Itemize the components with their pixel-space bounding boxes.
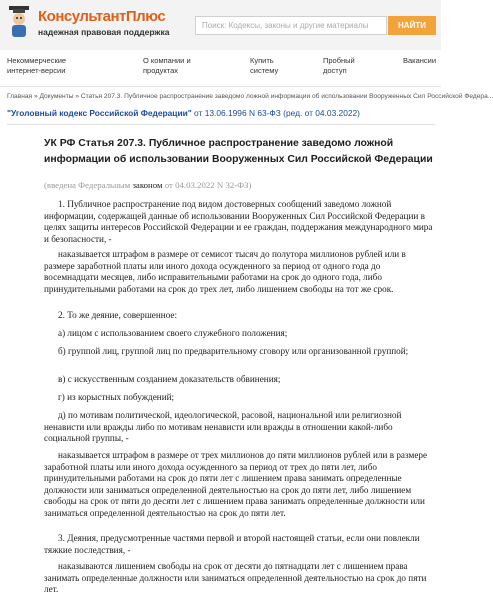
nav-item-internet-versions[interactable]: Некоммерческие интернет-версии (7, 56, 67, 75)
breadcrumb-separator: » (33, 93, 38, 100)
search-input[interactable] (195, 16, 387, 35)
breadcrumb (7, 93, 493, 100)
article-paragraph: 3. Деяния, предусмотренные частями первой и второй настоящей статьи, если они повлекли тяжкие последствия, - (44, 533, 420, 555)
article-paragraph: 2. То же деяние, совершенное: (58, 310, 178, 320)
nav-item-about[interactable]: О компании и продуктах (143, 56, 191, 75)
article-title: УК РФ Статья 207.3. Публичное распространение заведомо ложной информации об использовании Вооруженных Сил Российской Федерации (44, 138, 433, 165)
site-header (0, 0, 441, 50)
article-paragraph: 1. Публичное распространение под видом достоверных сообщений заведомо ложной информации, содержащей данные об использовании Вооруженных Сил Российской Федерации в целях защиты интересов Российской Федерации и ее граждан, поддержания международного мира и безопасности, - (44, 199, 433, 244)
divider (7, 124, 435, 125)
article-paragraph: наказывается штрафом в размере от трех миллионов до пяти миллионов рублей или в размере заработной платы или иного дохода осужденного за период от трех до пяти лет, либо принудительными работами на срок до пяти лет с лишением права занимать определенные должности или заниматься определенной деятельностью на срок до пяти лет, либо лишением свободы на срок от пяти до десяти лет с лишением права занимать определенные должности или заниматься определенной деятельностью на срок до пяти лет. (44, 450, 428, 518)
intro-suffix: от 04.03.2022 N 32-ФЗ) (162, 180, 252, 190)
logo-subtitle: надежная правовая поддержка (38, 27, 170, 37)
intro-law-link[interactable]: законом (132, 180, 163, 190)
article-paragraph: д) по мотивам политической, идеологической, расовой, национальной или религиозной ненависти или вражды либо по мотивам ненависти или вражды в отношении какой-либо социальной группы, - (44, 410, 402, 443)
document-name[interactable]: "Уголовный кодекс Российской Федерации" (7, 108, 192, 118)
intro-prefix: (введена Федеральным (44, 180, 133, 190)
nav-item-buy[interactable]: Купить систему (250, 56, 279, 75)
article-paragraph: наказывается штрафом в размере от семисот тысяч до полутора миллионов рублей или в размере заработной платы или иного дохода осужденного за период от одного года до восемнадцати месяцев, либо исправительными работами на срок до одного года, либо принудительными работами на срок до трех лет, либо лишением свободы на тот же срок. (44, 249, 406, 294)
article-paragraph: в) с искусственным созданием доказательств обвинения; (58, 374, 281, 384)
article-intro (44, 180, 251, 190)
document-details[interactable]: от 13.06.1996 N 63-ФЗ (ред. от 04.03.2022) (191, 108, 360, 118)
logo-title[interactable]: КонсультантПлюс (38, 8, 166, 25)
nav-item-trial[interactable]: Пробный доступ (323, 56, 355, 75)
nav-item-vacancies[interactable]: Вакансии (403, 56, 437, 65)
article-paragraph: наказываются лишением свободы на срок от десяти до пятнадцати лет с лишением права занимать определенные должности или заниматься определенной деятельностью на срок до пяти лет. (44, 561, 427, 594)
breadcrumb-home[interactable]: Главная (7, 93, 33, 100)
logo-mascot-icon[interactable] (6, 5, 32, 39)
main-nav (0, 50, 441, 87)
article-paragraph: б) группой лиц, группой лиц по предварительному сговору или организованной группой; (58, 346, 409, 356)
document-link[interactable] (7, 108, 360, 118)
article-paragraph: а) лицом с использованием своего служебного положения; (58, 328, 288, 338)
search-button[interactable]: НАЙТИ (388, 16, 436, 35)
breadcrumb-documents[interactable]: Документы (39, 93, 74, 100)
article-paragraph: г) из корыстных побуждений; (58, 392, 175, 402)
breadcrumb-current: Статья 207.3. Публичное распространение заведомо ложной информации об использовании Вооруженных Сил Российской Федера... (80, 93, 493, 100)
breadcrumb-separator: » (75, 93, 79, 100)
